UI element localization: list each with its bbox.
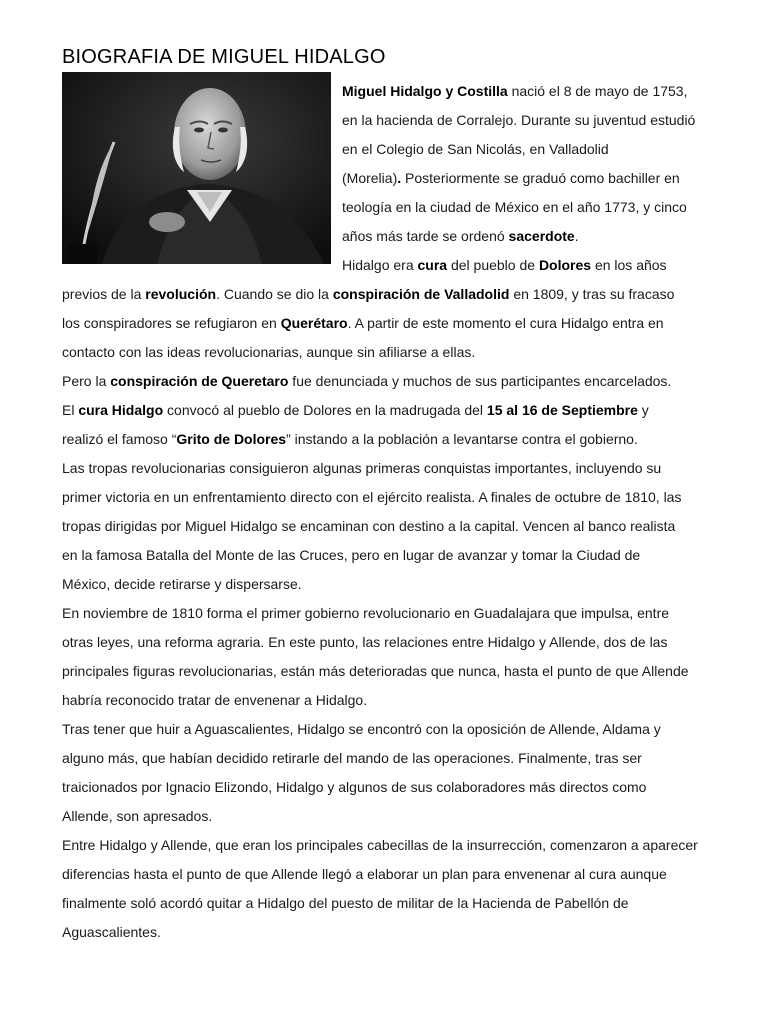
text-line: otras leyes, una reforma agraria. En este punto, las relaciones entre Hidalgo y Allende, dos de las: [62, 634, 668, 650]
text-line: diferencias hasta el punto de que Allende llegó a elaborar un plan para envenenar al cura aunque: [62, 866, 667, 882]
text-line: Entre Hidalgo y Allende, que eran los principales cabecillas de la insurrección, comenzaron a aparecer: [62, 837, 698, 853]
text-line: en la famosa Batalla del Monte de las Cruces, pero en lugar de avanzar y tomar la Ciudad de: [62, 547, 641, 563]
text-line: Hidalgo era cura del pueblo de Dolores en los años: [342, 257, 667, 273]
text-line: contacto con las ideas revolucionarias, aunque sin afiliarse a ellas.: [62, 344, 476, 360]
text-line: Pero la conspiración de Queretaro fue denunciada y muchos de sus participantes encarcelados.: [62, 373, 672, 389]
portrait-image: [62, 72, 331, 264]
text-line: finalmente soló acordó quitar a Hidalgo del puesto de militar de la Hacienda de Pabellón de: [62, 895, 629, 911]
body-text: [62, 280, 712, 947]
text-line: Allende, son apresados.: [62, 808, 213, 824]
text-line: principales figuras revolucionarias, están más deterioradas que nunca, hasta el punto de que Allende: [62, 663, 689, 679]
text-line: México, decide retirarse y dispersarse.: [62, 576, 302, 592]
text-line: años más tarde se ordenó sacerdote.: [342, 228, 579, 244]
text-line: Tras tener que huir a Aguascalientes, Hidalgo se encontró con la oposición de Allende, Aldama y: [62, 721, 661, 737]
text-line: traicionados por Ignacio Elizondo, Hidalgo y algunos de sus colaboradores más directos como: [62, 779, 647, 795]
text-line: Aguascalientes.: [62, 924, 161, 940]
text-line: tropas dirigidas por Miguel Hidalgo se encaminan con destino a la capital. Vencen al banco realista: [62, 518, 676, 534]
text-line: En noviembre de 1810 forma el primer gobierno revolucionario en Guadalajara que impulsa, entre: [62, 605, 670, 621]
text-line: los conspiradores se refugiaron en Querétaro. A partir de este momento el cura Hidalgo entra en: [62, 315, 664, 331]
text-line: habría reconocido tratar de envenenar a Hidalgo.: [62, 692, 368, 708]
portrait-illustration: [62, 72, 331, 264]
text-line: teología en la ciudad de México en el año 1773, y cinco: [342, 199, 687, 215]
text-line: Las tropas revolucionarias consiguieron algunas primeras conquistas importantes, incluyendo su: [62, 460, 662, 476]
text-line: (Morelia). Posteriormente se graduó como bachiller en: [342, 170, 680, 186]
text-line: en el Colegio de San Nicolás, en Valladolid: [342, 141, 609, 157]
text-line: Miguel Hidalgo y Costilla nació el 8 de mayo de 1753,: [342, 83, 688, 99]
text-line: en la hacienda de Corralejo. Durante su juventud estudió: [342, 112, 696, 128]
text-line: realizó el famoso “Grito de Dolores” instando a la población a levantarse contra el gobierno.: [62, 431, 638, 447]
intro-text: [342, 77, 712, 280]
text-line: El cura Hidalgo convocó al pueblo de Dolores en la madrugada del 15 al 16 de Septiembre y: [62, 402, 649, 418]
page-title: BIOGRAFIA DE MIGUEL HIDALGO: [62, 46, 386, 68]
text-line: primer victoria en un enfrentamiento directo con el ejército realista. A finales de octubre de 1810, las: [62, 489, 682, 505]
text-line: previos de la revolución. Cuando se dio la conspiración de Valladolid en 1809, y tras su fracaso: [62, 286, 675, 302]
text-line: alguno más, que habían decidido retirarle del mando de las operaciones. Finalmente, tras ser: [62, 750, 642, 766]
